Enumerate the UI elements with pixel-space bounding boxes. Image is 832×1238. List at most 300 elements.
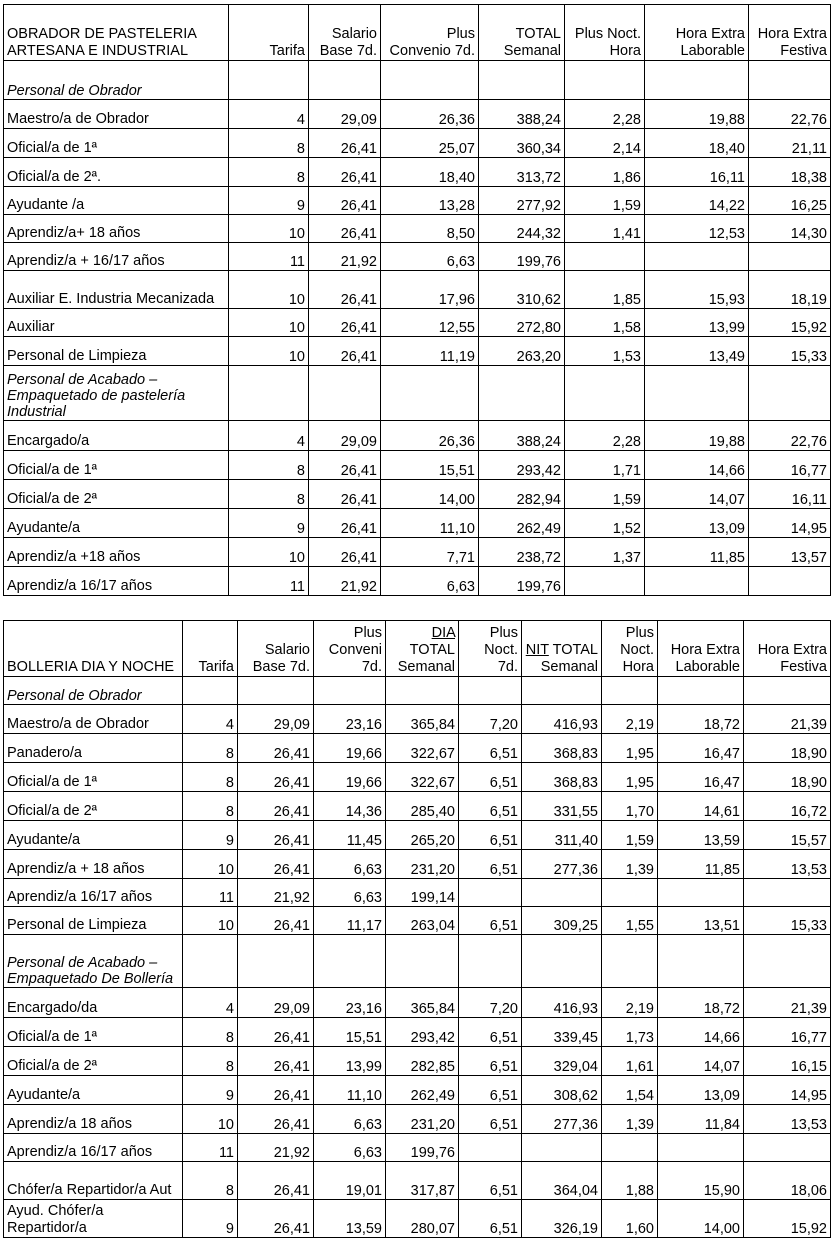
value-cell: 388,24	[479, 100, 565, 129]
category-name: Ayudante/a	[4, 1076, 183, 1105]
empty-cell	[522, 935, 602, 988]
value-cell: 11,84	[658, 1105, 744, 1134]
value-cell: 23,16	[314, 988, 386, 1018]
value-cell: 199,14	[386, 879, 459, 907]
value-cell: 26,41	[309, 271, 381, 309]
value-cell	[459, 1134, 522, 1162]
value-cell: 1,52	[565, 509, 645, 538]
table-row	[4, 1018, 831, 1047]
table-row	[4, 1047, 831, 1076]
table-row	[4, 271, 831, 309]
value-cell: 1,59	[565, 187, 645, 215]
value-cell: 277,36	[522, 850, 602, 879]
value-cell: 15,92	[744, 1200, 831, 1238]
value-cell	[522, 879, 602, 907]
value-cell: 11	[183, 1134, 238, 1162]
empty-cell	[309, 61, 381, 100]
value-cell: 6,63	[314, 1105, 386, 1134]
empty-cell	[749, 61, 831, 100]
value-cell: 360,34	[479, 129, 565, 158]
column-header: Tarifa	[229, 5, 309, 61]
value-cell: 11	[183, 879, 238, 907]
pasteleria-wage-table	[3, 4, 831, 596]
value-cell: 26,36	[381, 421, 479, 451]
value-cell: 9	[183, 1076, 238, 1105]
value-cell: 9	[229, 509, 309, 538]
value-cell: 21,92	[309, 567, 381, 596]
value-cell: 13,59	[314, 1200, 386, 1238]
value-cell: 10	[229, 337, 309, 366]
value-cell: 25,07	[381, 129, 479, 158]
value-cell: 231,20	[386, 850, 459, 879]
value-cell: 26,41	[238, 821, 314, 850]
value-cell: 14,95	[749, 509, 831, 538]
empty-cell	[381, 366, 479, 421]
value-cell: 14,61	[658, 792, 744, 821]
value-cell: 18,90	[744, 763, 831, 792]
value-cell: 15,51	[381, 451, 479, 480]
value-cell: 2,28	[565, 421, 645, 451]
value-cell: 14,07	[658, 1047, 744, 1076]
value-cell	[565, 567, 645, 596]
value-cell	[602, 879, 658, 907]
value-cell	[459, 879, 522, 907]
table-row	[4, 763, 831, 792]
table-row	[4, 509, 831, 538]
empty-cell	[183, 677, 238, 705]
value-cell: 21,39	[744, 705, 831, 734]
value-cell: 317,87	[386, 1162, 459, 1200]
value-cell: 16,11	[749, 480, 831, 509]
value-cell: 293,42	[386, 1018, 459, 1047]
value-cell: 26,41	[309, 480, 381, 509]
table-row	[4, 421, 831, 451]
empty-cell	[314, 677, 386, 705]
value-cell: 310,62	[479, 271, 565, 309]
value-cell: 26,41	[238, 1162, 314, 1200]
value-cell: 22,76	[749, 421, 831, 451]
value-cell: 8	[229, 480, 309, 509]
value-cell	[658, 1134, 744, 1162]
category-name: Oficial/a de 2ª	[4, 480, 229, 509]
table-row	[4, 158, 831, 187]
section-row	[4, 366, 831, 421]
empty-cell	[459, 677, 522, 705]
value-cell: 388,24	[479, 421, 565, 451]
empty-cell	[229, 61, 309, 100]
header-row	[4, 5, 831, 61]
value-cell: 1,58	[565, 309, 645, 337]
section-row	[4, 61, 831, 100]
category-name: Ayudante /a	[4, 187, 229, 215]
value-cell: 13,51	[658, 907, 744, 935]
value-cell: 16,47	[658, 734, 744, 763]
value-cell: 16,77	[749, 451, 831, 480]
value-cell: 1,70	[602, 792, 658, 821]
value-cell: 18,90	[744, 734, 831, 763]
category-name: Chófer/a Repartidor/a Aut	[4, 1162, 183, 1200]
value-cell: 19,01	[314, 1162, 386, 1200]
value-cell: 13,53	[744, 850, 831, 879]
value-cell	[749, 243, 831, 271]
value-cell: 19,88	[645, 421, 749, 451]
table-row	[4, 907, 831, 935]
empty-cell	[565, 61, 645, 100]
value-cell	[744, 879, 831, 907]
column-header: Hora Extra Festiva	[744, 621, 831, 677]
bolleria-wage-table	[3, 620, 831, 1238]
category-name: Personal de Limpieza	[4, 907, 183, 935]
value-cell: 23,16	[314, 705, 386, 734]
value-cell: 365,84	[386, 988, 459, 1018]
category-name: Oficial/a de 2ª.	[4, 158, 229, 187]
value-cell: 11,10	[314, 1076, 386, 1105]
value-cell: 26,41	[238, 1018, 314, 1047]
value-cell: 7,71	[381, 538, 479, 567]
value-cell: 282,85	[386, 1047, 459, 1076]
value-cell: 14,95	[744, 1076, 831, 1105]
empty-cell	[658, 935, 744, 988]
value-cell: 21,92	[238, 879, 314, 907]
category-name: Oficial/a de 1ª	[4, 1018, 183, 1047]
value-cell: 29,09	[309, 100, 381, 129]
table-row	[4, 821, 831, 850]
value-cell: 15,51	[314, 1018, 386, 1047]
value-cell: 21,39	[744, 988, 831, 1018]
table-row	[4, 243, 831, 271]
value-cell: 9	[229, 187, 309, 215]
value-cell: 199,76	[479, 567, 565, 596]
value-cell: 6,51	[459, 1018, 522, 1047]
value-cell: 14,00	[381, 480, 479, 509]
table-row	[4, 538, 831, 567]
table-row	[4, 1105, 831, 1134]
column-header: Plus Noct. 7d.	[459, 621, 522, 677]
table-row	[4, 1162, 831, 1200]
empty-cell	[602, 677, 658, 705]
value-cell: 12,53	[645, 215, 749, 243]
category-name: Ayudante/a	[4, 821, 183, 850]
value-cell: 11,85	[658, 850, 744, 879]
value-cell: 199,76	[479, 243, 565, 271]
value-cell: 19,66	[314, 763, 386, 792]
value-cell: 1,95	[602, 734, 658, 763]
value-cell: 18,72	[658, 705, 744, 734]
value-cell: 285,40	[386, 792, 459, 821]
empty-cell	[658, 677, 744, 705]
value-cell: 1,86	[565, 158, 645, 187]
value-cell: 231,20	[386, 1105, 459, 1134]
value-cell: 10	[183, 850, 238, 879]
column-header: Plus Convenio 7d.	[381, 5, 479, 61]
column-header: Plus Conveni 7d.	[314, 621, 386, 677]
value-cell: 262,49	[386, 1076, 459, 1105]
value-cell	[602, 1134, 658, 1162]
value-cell: 15,90	[658, 1162, 744, 1200]
empty-cell	[386, 935, 459, 988]
value-cell: 331,55	[522, 792, 602, 821]
column-header: TOTAL Semanal	[479, 5, 565, 61]
value-cell: 16,72	[744, 792, 831, 821]
value-cell: 277,36	[522, 1105, 602, 1134]
category-name: Aprendiz/a +18 años	[4, 538, 229, 567]
category-name: Aprendiz/a + 18 años	[4, 850, 183, 879]
category-name: Encargado/a	[4, 421, 229, 451]
section-label: Personal de Acabado – Empaquetado De Bollería	[4, 935, 183, 988]
category-name: Oficial/a de 1ª	[4, 763, 183, 792]
value-cell: 15,92	[749, 309, 831, 337]
category-name: Auxiliar	[4, 309, 229, 337]
value-cell: 7,20	[459, 988, 522, 1018]
value-cell: 322,67	[386, 734, 459, 763]
value-cell: 13,09	[658, 1076, 744, 1105]
header-row	[4, 621, 831, 677]
value-cell: 26,41	[238, 792, 314, 821]
column-header: Plus Noct. Hora	[602, 621, 658, 677]
value-cell: 16,47	[658, 763, 744, 792]
value-cell: 26,41	[238, 1076, 314, 1105]
value-cell: 9	[183, 1200, 238, 1238]
category-name: Personal de Limpieza	[4, 337, 229, 366]
column-header: Plus Noct. Hora	[565, 5, 645, 61]
empty-cell	[459, 935, 522, 988]
category-name: Aprendiz/a + 16/17 años	[4, 243, 229, 271]
value-cell: 368,83	[522, 763, 602, 792]
category-name: Oficial/a de 1ª	[4, 129, 229, 158]
value-cell: 1,54	[602, 1076, 658, 1105]
value-cell: 265,20	[386, 821, 459, 850]
empty-cell	[645, 366, 749, 421]
value-cell: 6,51	[459, 821, 522, 850]
table-row	[4, 451, 831, 480]
value-cell: 29,09	[309, 421, 381, 451]
value-cell: 199,76	[386, 1134, 459, 1162]
empty-cell	[522, 677, 602, 705]
value-cell: 21,11	[749, 129, 831, 158]
value-cell: 365,84	[386, 705, 459, 734]
section-row	[4, 935, 831, 988]
category-name: Ayud. Chófer/a Repartidor/a	[4, 1200, 183, 1238]
value-cell: 6,63	[314, 850, 386, 879]
value-cell: 13,53	[744, 1105, 831, 1134]
value-cell: 11,17	[314, 907, 386, 935]
table-title: OBRADOR DE PASTELERIA ARTESANA E INDUSTRIAL	[4, 5, 229, 61]
value-cell: 309,25	[522, 907, 602, 935]
value-cell: 1,55	[602, 907, 658, 935]
value-cell: 26,41	[309, 187, 381, 215]
value-cell: 1,61	[602, 1047, 658, 1076]
value-cell: 13,99	[314, 1047, 386, 1076]
value-cell: 8	[229, 158, 309, 187]
empty-cell	[749, 366, 831, 421]
value-cell: 21,92	[238, 1134, 314, 1162]
table-row	[4, 337, 831, 366]
empty-cell	[386, 677, 459, 705]
value-cell: 8	[183, 1162, 238, 1200]
column-header: Hora Extra Laborable	[645, 5, 749, 61]
value-cell: 26,41	[309, 509, 381, 538]
value-cell: 26,41	[238, 1047, 314, 1076]
empty-cell	[645, 61, 749, 100]
value-cell: 6,63	[381, 567, 479, 596]
value-cell	[522, 1134, 602, 1162]
value-cell: 1,71	[565, 451, 645, 480]
value-cell: 26,41	[238, 734, 314, 763]
value-cell: 26,41	[238, 763, 314, 792]
empty-cell	[183, 935, 238, 988]
value-cell: 26,41	[238, 1200, 314, 1238]
value-cell: 9	[183, 821, 238, 850]
value-cell: 8	[183, 1047, 238, 1076]
value-cell: 14,30	[749, 215, 831, 243]
value-cell: 11	[229, 567, 309, 596]
column-header: Tarifa	[183, 621, 238, 677]
value-cell	[645, 243, 749, 271]
value-cell: 6,63	[314, 1134, 386, 1162]
value-cell: 6,51	[459, 1047, 522, 1076]
value-cell: 6,63	[381, 243, 479, 271]
value-cell: 26,41	[309, 337, 381, 366]
value-cell: 282,94	[479, 480, 565, 509]
value-cell: 8,50	[381, 215, 479, 243]
value-cell: 8	[183, 734, 238, 763]
value-cell: 368,83	[522, 734, 602, 763]
empty-cell	[381, 61, 479, 100]
value-cell: 2,28	[565, 100, 645, 129]
value-cell: 13,99	[645, 309, 749, 337]
table-body	[4, 61, 831, 596]
value-cell: 29,09	[238, 988, 314, 1018]
value-cell: 11,10	[381, 509, 479, 538]
value-cell: 308,62	[522, 1076, 602, 1105]
value-cell: 11,45	[314, 821, 386, 850]
table-row	[4, 187, 831, 215]
value-cell: 1,60	[602, 1200, 658, 1238]
value-cell: 16,25	[749, 187, 831, 215]
value-cell: 329,04	[522, 1047, 602, 1076]
category-name: Encargado/da	[4, 988, 183, 1018]
value-cell: 8	[183, 1018, 238, 1047]
value-cell: 1,41	[565, 215, 645, 243]
table-title: BOLLERIA DIA Y NOCHE	[4, 621, 183, 677]
category-name: Oficial/a de 1ª	[4, 451, 229, 480]
value-cell: 4	[229, 421, 309, 451]
category-name: Aprendiz/a 16/17 años	[4, 567, 229, 596]
value-cell: 26,41	[238, 1105, 314, 1134]
value-cell: 26,41	[309, 129, 381, 158]
value-cell: 26,41	[309, 309, 381, 337]
empty-cell	[744, 935, 831, 988]
value-cell: 6,51	[459, 792, 522, 821]
value-cell: 313,72	[479, 158, 565, 187]
value-cell	[744, 1134, 831, 1162]
value-cell: 18,19	[749, 271, 831, 309]
value-cell: 4	[183, 988, 238, 1018]
value-cell	[645, 567, 749, 596]
nit-label: NIT	[525, 642, 549, 658]
value-cell: 238,72	[479, 538, 565, 567]
value-cell: 26,41	[238, 907, 314, 935]
value-cell: 293,42	[479, 451, 565, 480]
value-cell: 244,32	[479, 215, 565, 243]
value-cell: 29,09	[238, 705, 314, 734]
value-cell: 8	[183, 763, 238, 792]
value-cell: 263,20	[479, 337, 565, 366]
section-label: Personal de Obrador	[4, 61, 229, 100]
value-cell: 18,72	[658, 988, 744, 1018]
category-name: Maestro/a de Obrador	[4, 705, 183, 734]
value-cell: 17,96	[381, 271, 479, 309]
empty-cell	[479, 366, 565, 421]
value-cell: 263,04	[386, 907, 459, 935]
value-cell: 14,66	[658, 1018, 744, 1047]
value-cell: 18,40	[645, 129, 749, 158]
value-cell: 1,39	[602, 850, 658, 879]
empty-cell	[744, 677, 831, 705]
value-cell: 8	[229, 129, 309, 158]
value-cell: 11	[229, 243, 309, 271]
value-cell: 311,40	[522, 821, 602, 850]
value-cell: 16,15	[744, 1047, 831, 1076]
section-label: Personal de Obrador	[4, 677, 183, 705]
value-cell: 12,55	[381, 309, 479, 337]
value-cell: 11,85	[645, 538, 749, 567]
value-cell: 6,51	[459, 907, 522, 935]
value-cell: 6,51	[459, 850, 522, 879]
value-cell: 6,51	[459, 1105, 522, 1134]
value-cell: 13,57	[749, 538, 831, 567]
empty-cell	[238, 677, 314, 705]
table-row	[4, 879, 831, 907]
value-cell	[749, 567, 831, 596]
value-cell: 6,51	[459, 763, 522, 792]
value-cell: 262,49	[479, 509, 565, 538]
category-name: Aprendiz/a 18 años	[4, 1105, 183, 1134]
table-row	[4, 1134, 831, 1162]
table-row	[4, 988, 831, 1018]
category-name: Aprendiz/a 16/17 años	[4, 1134, 183, 1162]
value-cell: 15,93	[645, 271, 749, 309]
value-cell: 1,88	[602, 1162, 658, 1200]
value-cell: 22,76	[749, 100, 831, 129]
value-cell: 26,41	[238, 850, 314, 879]
value-cell: 14,07	[645, 480, 749, 509]
value-cell: 416,93	[522, 988, 602, 1018]
value-cell: 10	[183, 1105, 238, 1134]
value-cell: 15,33	[744, 907, 831, 935]
value-cell: 2,14	[565, 129, 645, 158]
value-cell: 18,38	[749, 158, 831, 187]
column-header: DIA TOTAL Semanal	[386, 621, 459, 677]
value-cell: 16,11	[645, 158, 749, 187]
empty-cell	[565, 366, 645, 421]
value-cell: 1,85	[565, 271, 645, 309]
value-cell: 1,59	[565, 480, 645, 509]
category-name: Oficial/a de 2ª	[4, 1047, 183, 1076]
value-cell: 7,20	[459, 705, 522, 734]
value-cell: 26,36	[381, 100, 479, 129]
column-header: Salario Base 7d.	[238, 621, 314, 677]
value-cell: 26,41	[309, 538, 381, 567]
section-label: Personal de Acabado – Empaquetado de pastelería Industrial	[4, 366, 229, 421]
value-cell: 19,88	[645, 100, 749, 129]
table-row	[4, 850, 831, 879]
value-cell: 272,80	[479, 309, 565, 337]
value-cell: 4	[229, 100, 309, 129]
column-header: Hora Extra Laborable	[658, 621, 744, 677]
value-cell: 6,51	[459, 1200, 522, 1238]
value-cell: 13,59	[658, 821, 744, 850]
